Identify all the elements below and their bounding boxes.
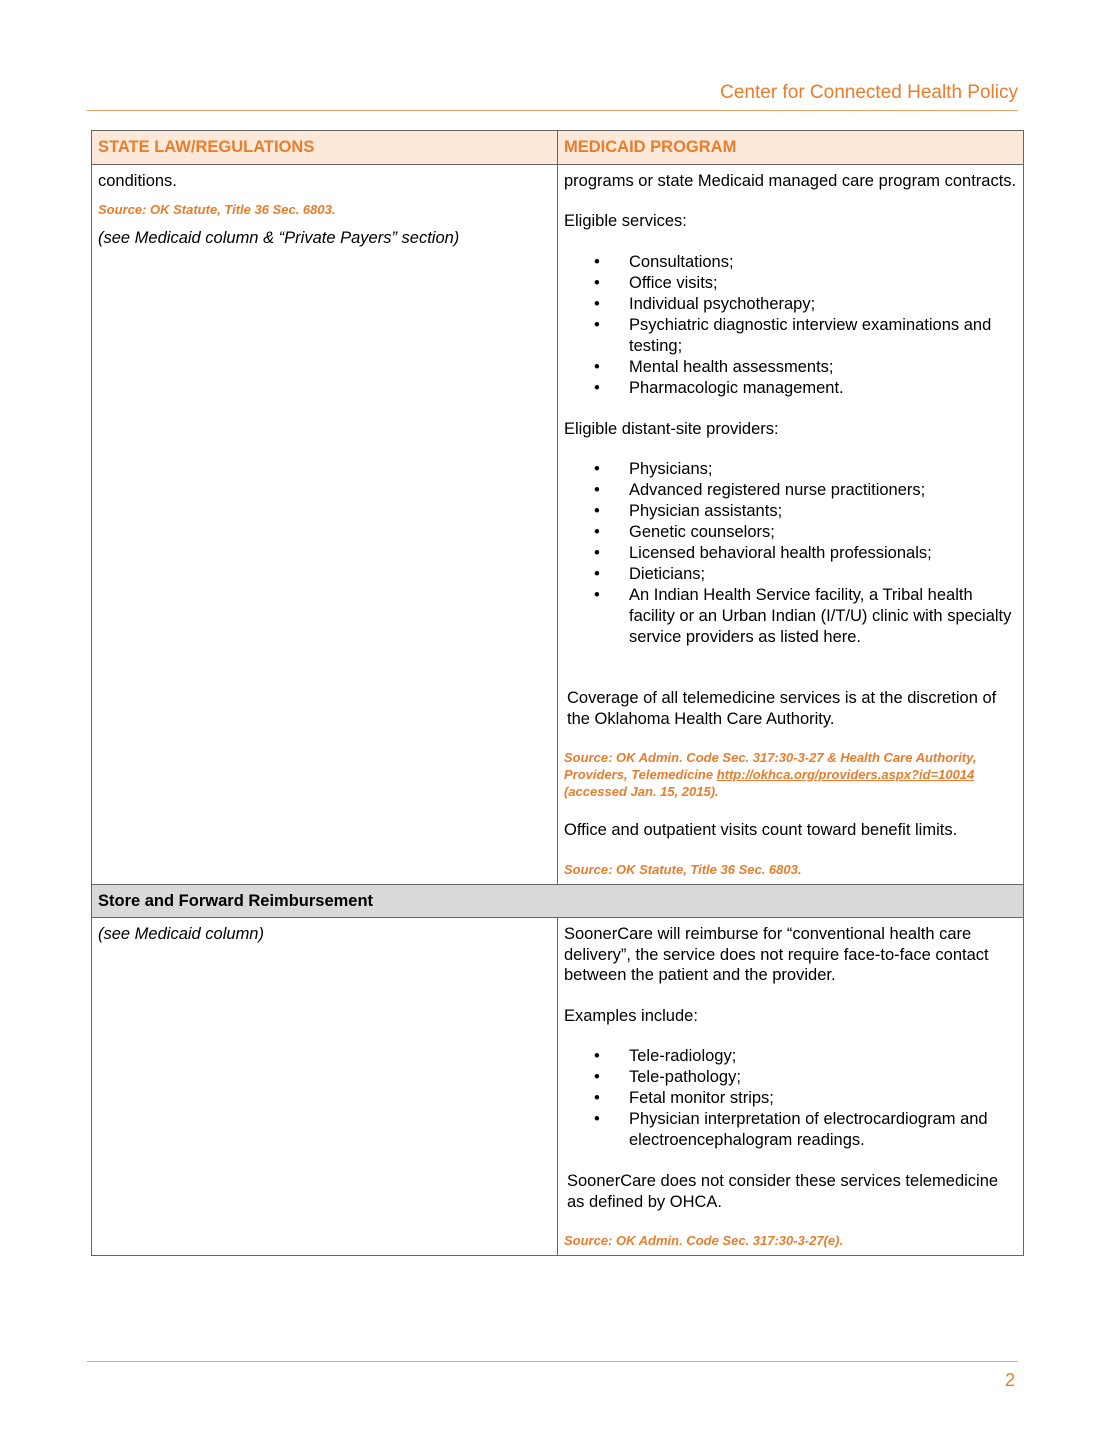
source-citation: Source: OK Statute, Title 36 Sec. 6803. — [564, 861, 802, 877]
list-item: • Advanced registered nurse practitioners; — [629, 480, 1017, 501]
table-row — [92, 164, 1024, 884]
source-accessed-text: (accessed Jan. 15, 2015). — [564, 784, 719, 799]
eligible-providers-label: Eligible distant-site providers: — [564, 419, 779, 438]
header-title: Center for Connected Health Policy — [720, 82, 1018, 103]
section-row — [92, 884, 1024, 918]
column-header-state-law: STATE LAW/REGULATIONS — [92, 131, 558, 165]
list-item: • Physician interpretation of electrocardiogram and electroencephalogram readings. — [629, 1109, 1017, 1151]
list-item: • Physicians; — [629, 459, 1017, 480]
medicaid-cell — [558, 164, 1024, 884]
list-item: • Physician assistants; — [629, 501, 1017, 522]
eligible-services-label: Eligible services: — [564, 212, 687, 230]
source-citation — [564, 749, 1017, 800]
table-row — [92, 918, 1024, 1256]
policy-table — [91, 130, 1024, 1256]
list-item: • Tele-radiology; — [629, 1046, 1017, 1067]
list-item: • Genetic counselors; — [629, 522, 1017, 543]
coverage-text: Coverage of all telemedicine services is at the discretion of the Oklahoma Health Care Authority. — [567, 689, 997, 728]
list-item: • Licensed behavioral health professionals; — [629, 543, 1017, 564]
medicaid-intro: SoonerCare will reimburse for “conventional health care delivery”, the service does not require face-to-face contact between the patient and the provider. — [564, 925, 989, 984]
table-header-row — [92, 131, 1024, 165]
column-header-medicaid: MEDICAID PROGRAM — [558, 131, 1024, 165]
medicaid-cell — [558, 918, 1024, 1256]
eligible-services-list — [564, 252, 1017, 399]
list-item: • Individual psychotherapy; — [629, 294, 1017, 315]
benefit-limits-text: Office and outpatient visits count toward benefit limits. — [564, 821, 958, 839]
list-item: • Office visits; — [629, 273, 1017, 294]
state-law-text: conditions. — [98, 171, 177, 190]
source-text: Source: OK Admin. Code Sec. 317:30-3-27 & Health Care Authority, Providers, Telemedicine — [564, 750, 977, 782]
list-item: • An Indian Health Service facility, a Tribal health facility or an Urban Indian (I/T/U) clinic with specialty service providers as listed here. — [629, 585, 1017, 648]
list-item: • Dieticians; — [629, 564, 1017, 585]
footer-divider — [87, 1361, 1018, 1362]
list-item: • Consultations; — [629, 252, 1017, 273]
state-law-cell — [92, 164, 558, 884]
state-law-cell — [92, 918, 558, 1256]
list-item: • Fetal monitor strips; — [629, 1088, 1017, 1109]
source-citation: Source: OK Statute, Title 36 Sec. 6803. — [98, 202, 336, 217]
list-item: • Pharmacologic management. — [629, 378, 1017, 399]
list-item: • Psychiatric diagnostic interview examinations and testing; — [629, 315, 1017, 357]
source-citation: Source: OK Admin. Code Sec. 317:30-3-27(e). — [564, 1233, 844, 1248]
header-divider — [87, 110, 1018, 111]
page-number: 2 — [1004, 1370, 1015, 1390]
telemedicine-definition-note: SoonerCare does not consider these services telemedicine as defined by OHCA. — [567, 1172, 999, 1211]
examples-list — [564, 1046, 1017, 1151]
examples-label: Examples include: — [564, 1006, 698, 1025]
cross-reference-note: (see Medicaid column) — [98, 925, 264, 943]
cross-reference-note: (see Medicaid column & “Private Payers” section) — [98, 229, 460, 247]
okhca-link[interactable]: http://okhca.org/providers.aspx?id=10014 — [716, 767, 975, 782]
medicaid-intro: programs or state Medicaid managed care program contracts. — [564, 171, 1017, 190]
eligible-providers-list — [564, 459, 1017, 648]
section-title: Store and Forward Reimbursement — [92, 884, 1024, 918]
list-item: • Tele-pathology; — [629, 1067, 1017, 1088]
list-item: • Mental health assessments; — [629, 357, 1017, 378]
